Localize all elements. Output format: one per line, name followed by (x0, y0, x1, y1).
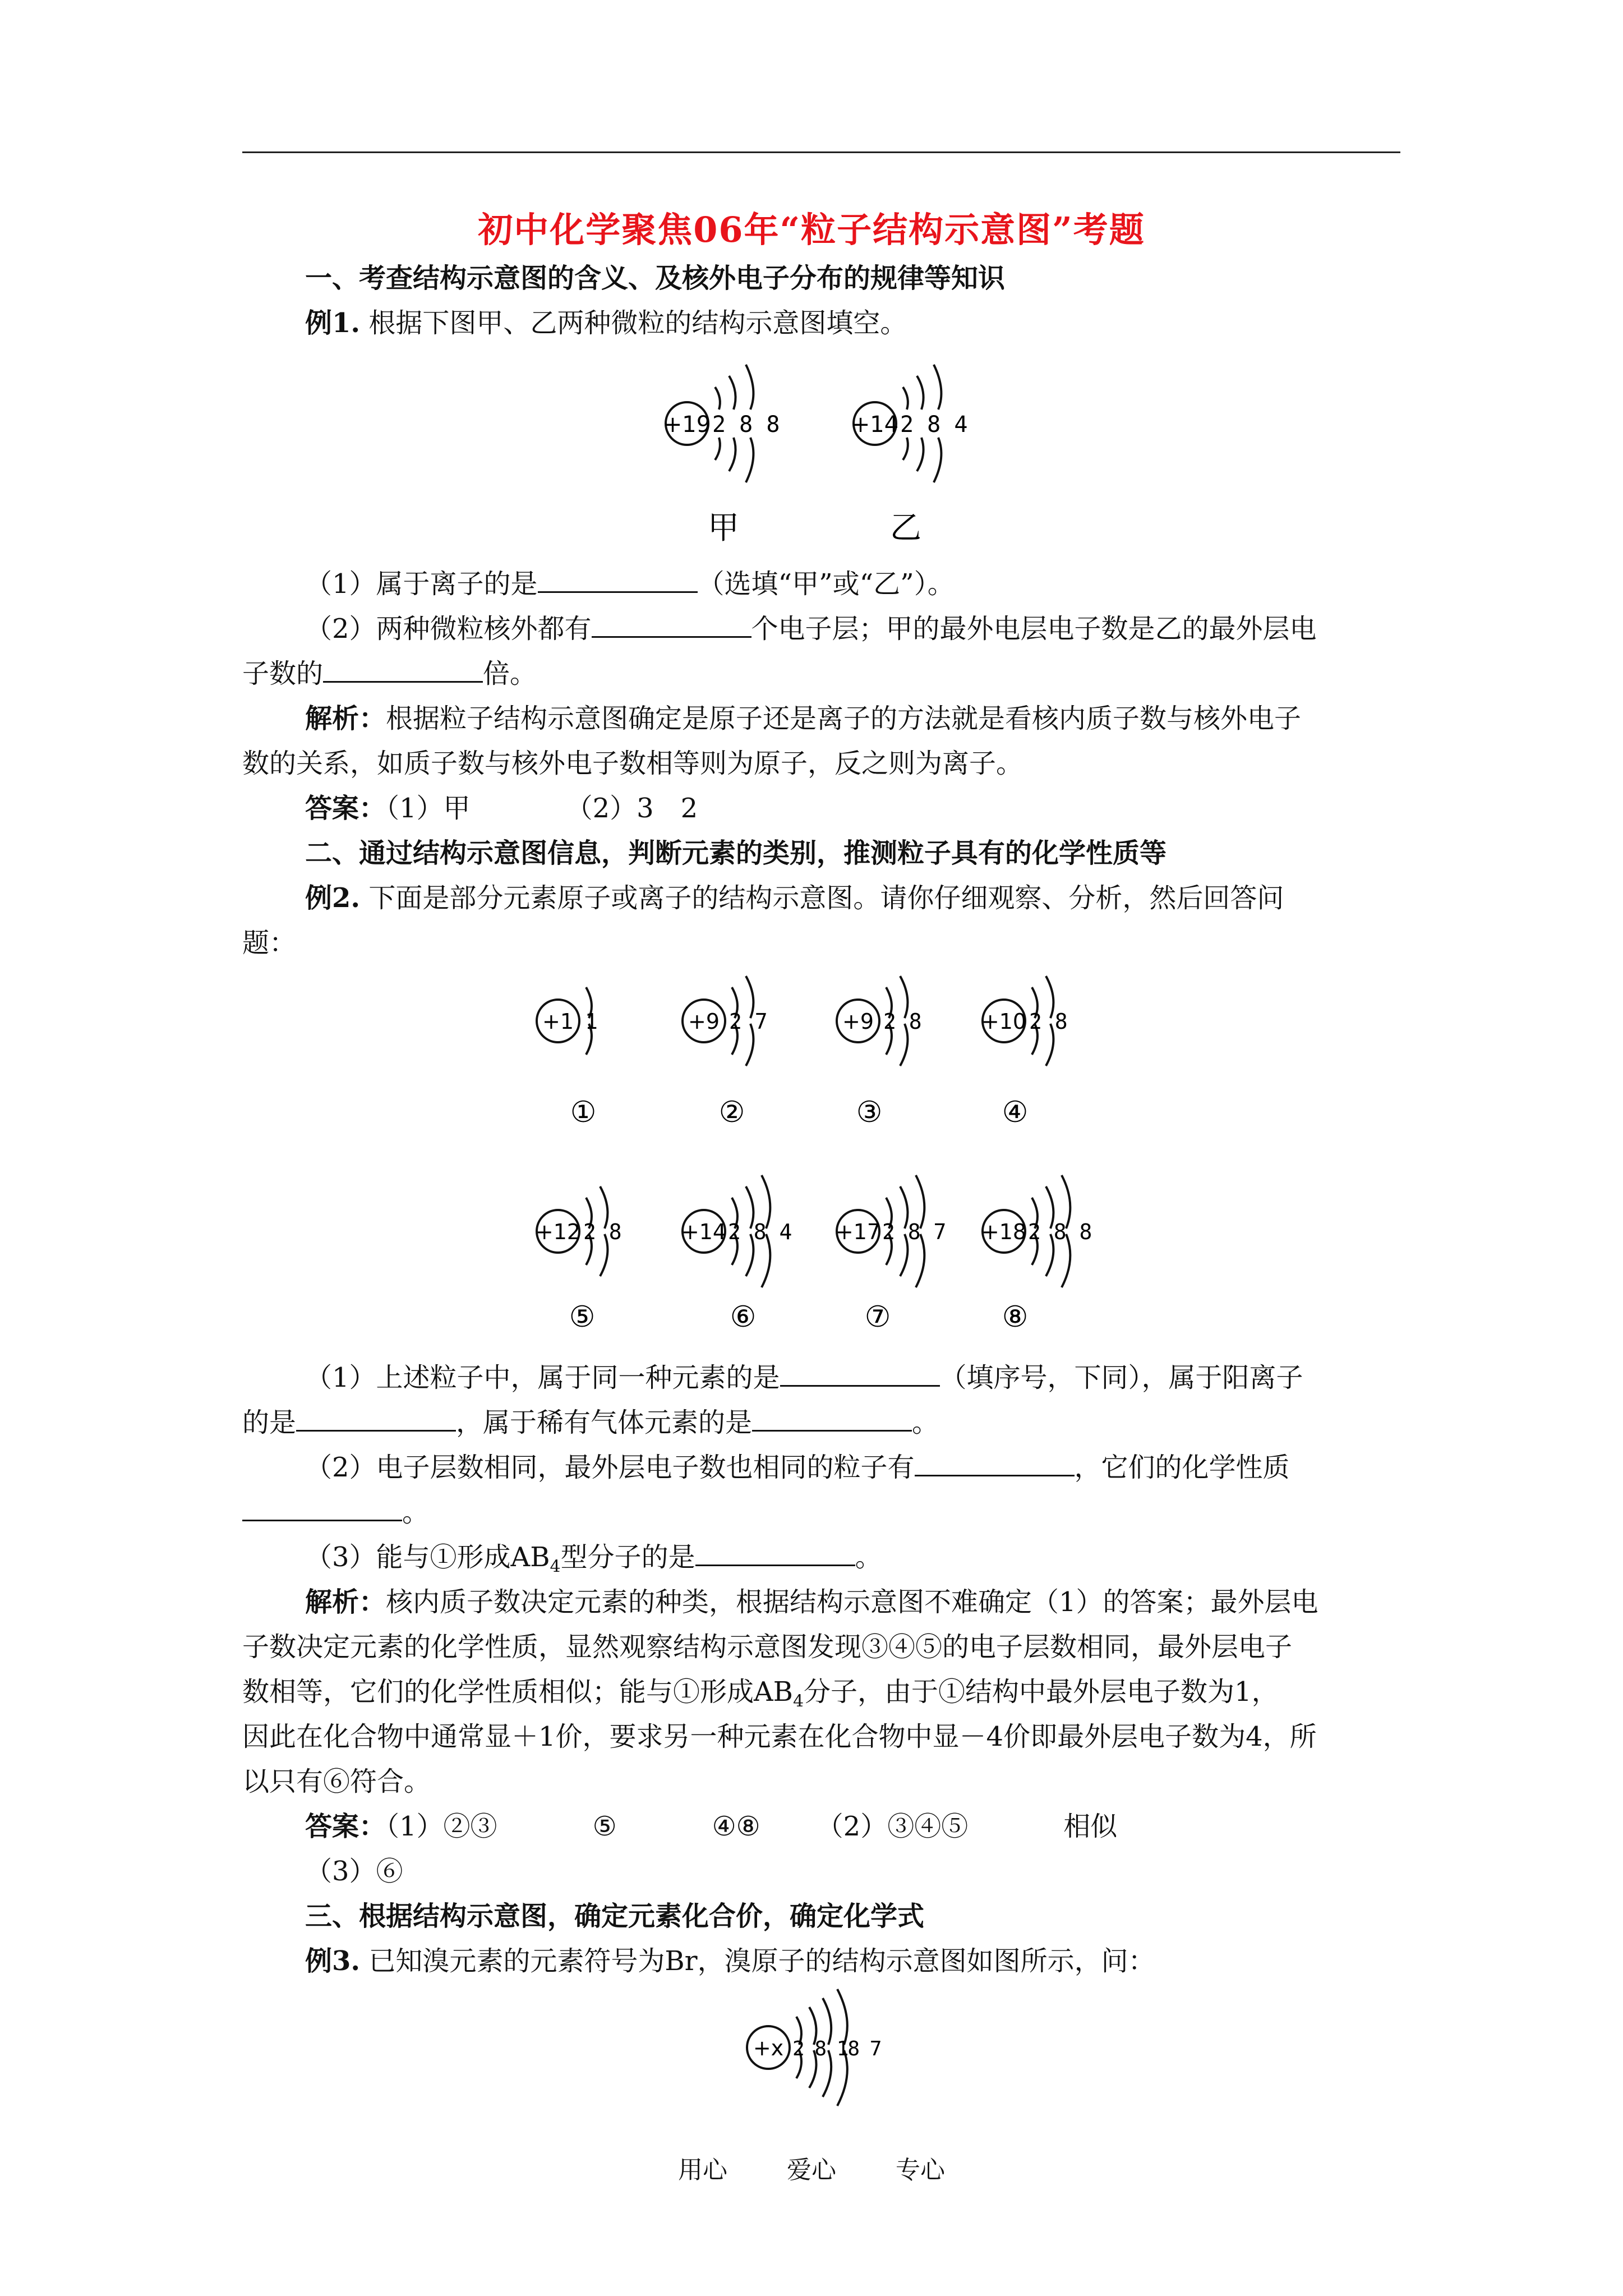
atom-diagram-6 (673, 1167, 841, 1335)
diagram-caption: ② (718, 1096, 745, 1129)
electron-counts: 2 8 (583, 1220, 622, 1244)
answer-blank[interactable] (752, 1407, 912, 1432)
answer-blank[interactable] (780, 1363, 940, 1387)
nucleus-charge: +12 (535, 1220, 581, 1244)
example-2-analysis-line-2: 子数决定元素的化学性质，显然观察结构示意图发现③④⑤的电子层数相同，最外层电子 (242, 1631, 1293, 1663)
electron-counts: 2 7 (729, 1009, 768, 1034)
diagram-caption: ④ (1002, 1096, 1029, 1129)
diagram-caption: ⑤ (569, 1300, 596, 1334)
example-2-question-3: （3）能与①形成$AB_4$型分子的是 。 (305, 1542, 882, 1577)
header-rule (242, 151, 1400, 153)
diagram-caption: ③ (856, 1096, 883, 1129)
answer-blank[interactable] (538, 569, 698, 593)
example-2-analysis-line-5: 以只有⑥符合。 (242, 1766, 431, 1797)
electron-counts: 2 8 18 7 (792, 2037, 881, 2060)
atom-diagram-2 (673, 970, 830, 1139)
diagram-caption: ① (570, 1096, 597, 1129)
nucleus-charge: +19 (663, 412, 711, 438)
diagram-caption: ⑥ (730, 1300, 757, 1334)
electron-counts: 2 8 7 (882, 1220, 947, 1244)
example-1-analysis-cont: 数的关系，如质子数与核外电子数相等则为原子，反之则为离子。 (242, 748, 1023, 779)
atom-diagram-5 (527, 1167, 684, 1335)
example-2-analysis-line-4: 因此在化合物中通常显＋1价，要求另一种元素在化合物中显－4价即最外层电子数为4，所 (242, 1721, 1317, 1752)
example-3-prompt: 例3. 已知溴元素的元素符号为Br，溴原子的结构示意图如图所示，问： (305, 1945, 1155, 1977)
electron-counts: 1 (585, 1009, 598, 1034)
example-2-prompt: 例2. 下面是部分元素原子或离子的结构示意图。请你仔细观察、分析，然后回答问 (305, 882, 1284, 914)
nucleus-charge: +17 (835, 1220, 881, 1244)
example-1-answer: 答案：（1）甲 （2）3 2 (305, 793, 698, 824)
atom-diagram-1 (527, 970, 684, 1139)
footer-text: 用心 (678, 2156, 727, 2184)
example-1-question-1: （1）属于离子的是 （选填“甲”或“乙”）。 (305, 568, 955, 600)
bromine-atom-diagram (737, 1986, 923, 2120)
diagram-caption: ⑦ (864, 1300, 891, 1334)
example-2-question-2-cont: 。 (242, 1489, 1400, 1536)
atom-diagram-8 (973, 1167, 1141, 1335)
nucleus-charge: +1 (542, 1009, 574, 1034)
example-2-analysis: 解析：核内质子数决定元素的种类，根据结构示意图不难确定（1）的答案；最外层电 (305, 1586, 1318, 1618)
nucleus-charge: +9 (842, 1009, 874, 1034)
section-2-heading: 二、通过结构示意图信息，判断元素的类别，推测粒子具有的化学性质等 (305, 838, 1167, 869)
nucleus-charge: +10 (981, 1009, 1027, 1034)
example-2-question-1: （1）上述粒子中，属于同一种元素的是 （填序号，下同），属于阳离子 (305, 1362, 1303, 1393)
example-1-question-2: （2）两种微粒核外都有 个电子层；甲的最外电层电子数是乙的最外层电 (305, 613, 1317, 645)
answer-blank[interactable] (592, 614, 751, 638)
electron-counts: 2 8 4 (728, 1220, 792, 1244)
answer-blank[interactable] (323, 659, 483, 683)
nucleus-charge: +9 (688, 1009, 720, 1034)
electron-counts: 2 8 8 (1028, 1220, 1092, 1244)
footer-text: 爱心 (787, 2156, 836, 2184)
example-1-question-2-cont: 子数的 倍。 (242, 658, 537, 689)
answer-blank[interactable] (695, 1542, 855, 1566)
example-2-question-2: （2）电子层数相同，最外层电子数也相同的粒子有 ，它们的化学性质 (305, 1452, 1290, 1483)
electron-counts: 2 8 (1029, 1009, 1068, 1034)
page-footer (0, 2150, 1623, 2185)
nucleus-charge: +18 (981, 1220, 1027, 1244)
footer-text: 专心 (896, 2156, 945, 2184)
electron-counts: 2 8 4 (900, 412, 968, 438)
atom-diagram-yi (844, 353, 1023, 544)
nucleus-charge: +14 (851, 412, 899, 438)
diagram-caption: 甲 (708, 510, 739, 546)
diagram-caption: 乙 (890, 510, 921, 546)
atom-diagram-jia (656, 353, 836, 544)
nucleus-charge: +x (753, 2036, 784, 2060)
section-1-heading: 一、考查结构示意图的含义、及核外电子分布的规律等知识 (305, 263, 1006, 294)
page-title: 初中化学聚焦06年“粒子结构示意图”考题 (478, 209, 1145, 250)
example-2-answer: 答案：（1）②③ ⑤ ④⑧ （2）③④⑤ 相似 (305, 1811, 1118, 1842)
example-1-prompt: 例1. 根据下图甲、乙两种微粒的结构示意图填空。 (305, 307, 907, 339)
answer-blank[interactable] (242, 1497, 402, 1521)
atom-diagram-4 (973, 970, 1130, 1139)
answer-blank[interactable] (915, 1452, 1075, 1476)
atom-diagram-3 (827, 970, 984, 1139)
section-3-heading: 三、根据结构示意图，确定元素化合价，确定化学式 (305, 1901, 925, 1932)
example-2-prompt-cont: 题： (242, 927, 297, 959)
nucleus-charge: +14 (681, 1220, 727, 1244)
example-2-answer-cont: （3）⑥ (305, 1856, 403, 1887)
atom-diagram-7 (827, 1167, 995, 1335)
example-2-question-1-cont: 的是 ，属于稀有气体元素的是 。 (242, 1407, 939, 1438)
electron-counts: 2 8 8 (712, 412, 780, 438)
example-2-analysis-line-3: 数相等，它们的化学性质相似；能与①形成$AB_4$分子，由于①结构中最外层电子数为1， (242, 1676, 1279, 1711)
diagram-caption: ⑧ (1002, 1300, 1029, 1334)
answer-blank[interactable] (296, 1407, 456, 1432)
electron-counts: 2 8 (883, 1009, 922, 1034)
example-1-analysis: 解析：根据粒子结构示意图确定是原子还是离子的方法就是看核内质子数与核外电子 (305, 703, 1302, 734)
